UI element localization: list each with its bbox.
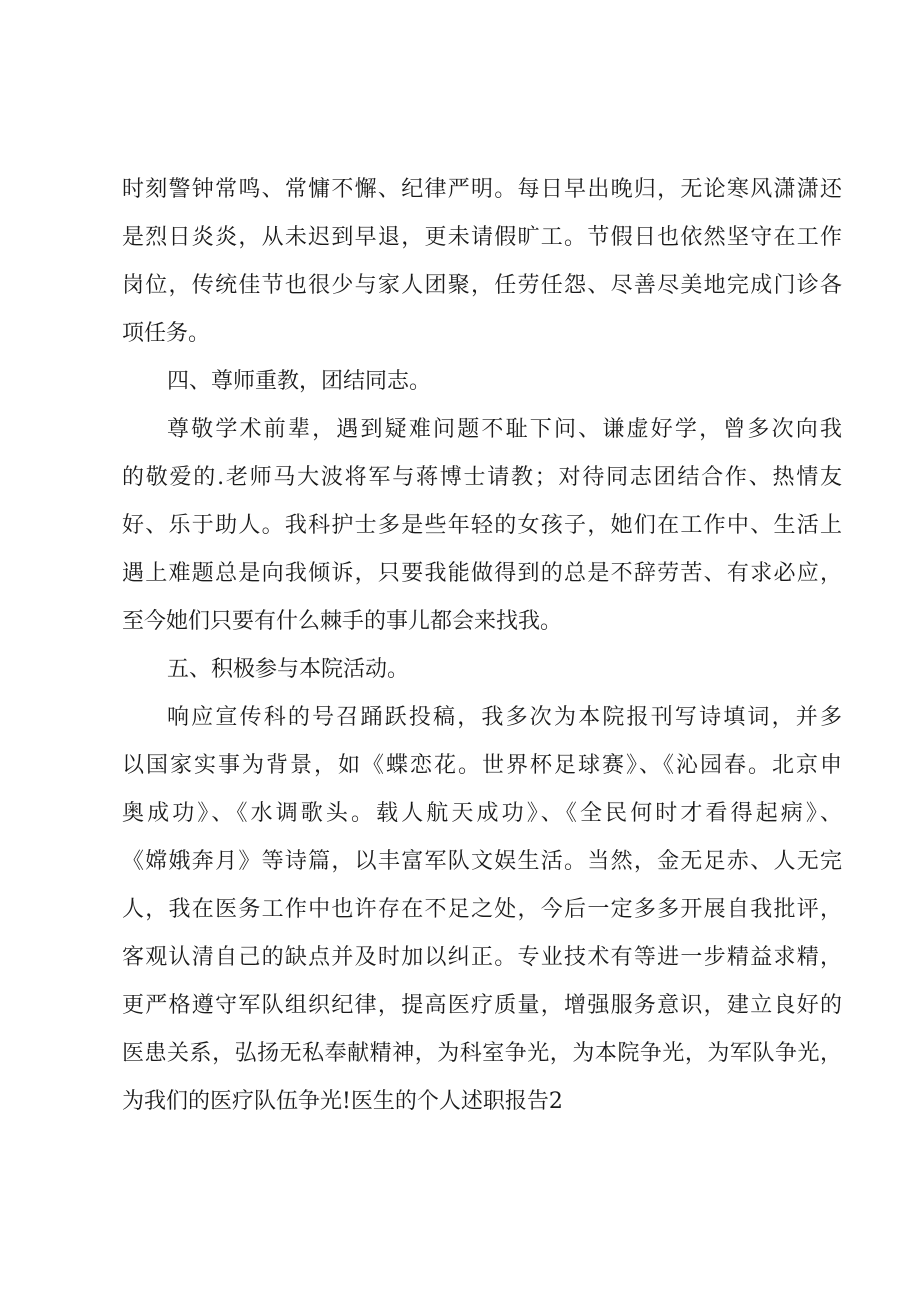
paragraph-line-7: 的敬爱的.老师马大波将军与蒋博士请教；对待同志团结合作、热情友	[122, 465, 842, 490]
section-heading-5: 五、积极参与本院活动。	[167, 657, 410, 682]
paragraph-line-14: 奥成功》、《水调歌头。载人航天成功》、《全民何时才看得起病》、	[122, 801, 842, 826]
paragraph-line-9: 遇上难题总是向我倾诉，只要我能做得到的总是不辞劳苦、有求必应，	[122, 561, 842, 586]
paragraph-line-4: 项任务。	[122, 321, 211, 346]
paragraph-line-17: 客观认清自己的缺点并及时加以纠正。专业技术有等进一步精益求精，	[122, 945, 842, 970]
paragraph-line-1: 时刻警钟常鸣、常慵不懈、纪律严明。每日早出晚归，无论寒风潇潇还	[122, 177, 842, 202]
paragraph-line-6: 尊敬学术前辈，遇到疑难问题不耻下问、谦虚好学，曾多次向我	[167, 417, 842, 442]
section-heading-4: 四、尊师重教，团结同志。	[167, 369, 432, 394]
paragraph-line-19: 医患关系，弘扬无私奉献精神，为科室争光，为本院争光，为军队争光，	[122, 1041, 842, 1066]
paragraph-line-20: 为我们的医疗队伍争光!医生的个人述职报告2	[122, 1089, 563, 1114]
paragraph-line-15: 《嫦娥奔月》等诗篇，以丰富军队文娱生活。当然，金无足赤、人无完	[122, 849, 842, 874]
paragraph-line-10: 至今她们只要有什么棘手的事儿都会来找我。	[122, 609, 563, 634]
paragraph-line-13: 以国家实事为背景，如《蝶恋花。世界杯足球赛》、《沁园春。北京申	[122, 753, 842, 778]
paragraph-line-8: 好、乐于助人。我科护士多是些年轻的女孩子，她们在工作中、生活上	[122, 513, 842, 538]
paragraph-line-16: 人，我在医务工作中也许存在不足之处，今后一定多多开展自我批评，	[122, 897, 842, 922]
paragraph-line-3: 岗位，传统佳节也很少与家人团聚，任劳任怨、尽善尽美地完成门诊各	[122, 273, 842, 298]
paragraph-line-18: 更严格遵守军队组织纪律，提高医疗质量，增强服务意识，建立良好的	[122, 993, 842, 1018]
paragraph-line-12: 响应宣传科的号召踊跃投稿，我多次为本院报刊写诗填词，并多	[167, 705, 842, 730]
paragraph-line-2: 是烈日炎炎，从未迟到早退，更未请假旷工。节假日也依然坚守在工作	[122, 225, 842, 250]
